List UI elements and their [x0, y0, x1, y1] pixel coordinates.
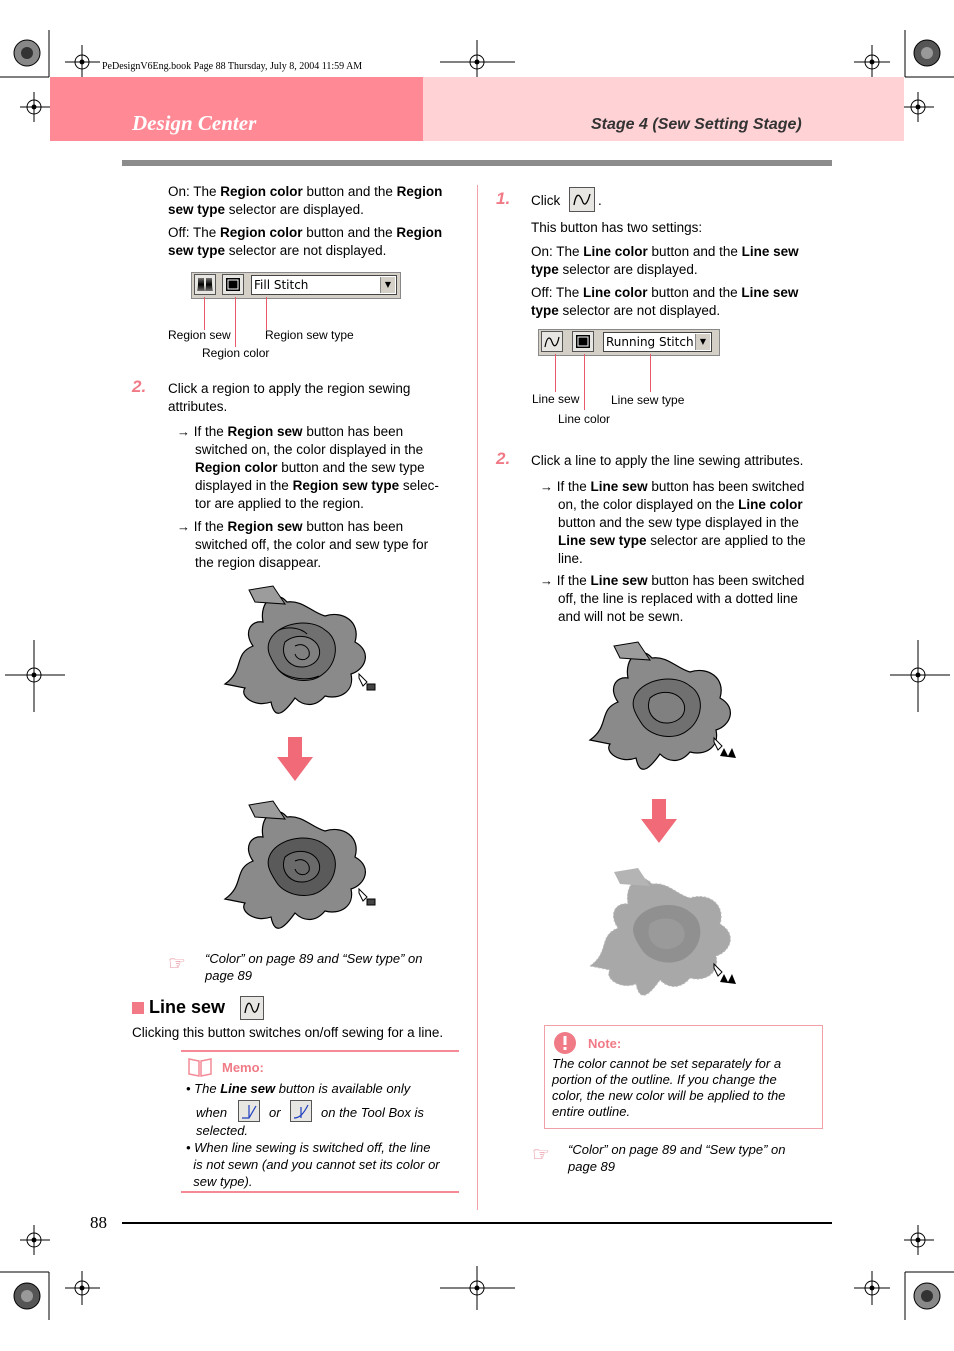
note-title: Note: — [588, 1036, 622, 1051]
warning-icon — [553, 1031, 579, 1055]
rose-image-line-after — [580, 864, 745, 1006]
label-region-color: Region color — [202, 346, 270, 360]
click-text: Click — [531, 193, 561, 208]
line-sew-button[interactable] — [569, 187, 595, 212]
region-sew-on-bullet: → If the Region sew button has been — [177, 424, 404, 439]
region-sew-icon — [195, 275, 215, 294]
memo-when: when — [196, 1105, 228, 1120]
memo-selected: selected. — [196, 1123, 249, 1138]
line-tool-icon — [239, 1101, 259, 1121]
label-line-sew-type: Line sew type — [611, 393, 685, 407]
callout-line — [266, 297, 267, 330]
reference-hand-icon: ☞ — [532, 1144, 550, 1166]
section-title: Stage 4 (Sew Setting Stage) — [591, 116, 802, 133]
color-swatch-icon — [573, 332, 593, 351]
rose-image-after — [215, 797, 380, 937]
note-text: The color cannot be set separately for a portion of the outline. If you change the color, the new color will be applied to the entire outline. — [552, 1056, 786, 1119]
reference-hand-icon: ☞ — [168, 953, 186, 975]
memo-on-toolbox: on the Tool Box is — [321, 1105, 424, 1120]
line-sew-icon — [241, 997, 263, 1019]
label-region-sew: Region sew — [168, 328, 231, 342]
section-bullet-icon — [132, 1002, 144, 1014]
chevron-down-icon[interactable]: ▼ — [695, 334, 710, 350]
label-line-sew: Line sew — [532, 392, 580, 406]
callout-line — [555, 354, 556, 392]
reference-link[interactable]: “Color” on page 89 and “Sew type” on page 89 — [205, 951, 423, 983]
down-arrow-icon — [641, 799, 677, 843]
callout-line — [650, 354, 651, 392]
line-sew-toolbar-button[interactable] — [541, 331, 563, 352]
color-swatch-icon — [223, 275, 243, 294]
memo-book-icon — [187, 1056, 213, 1078]
region-sew-type-select[interactable]: Fill Stitch ▼ — [251, 275, 397, 295]
line-sew-type-select[interactable]: Running Stitch ▼ — [603, 332, 712, 352]
line-sew-off-bullet: → If the Line sew button has been switched — [540, 573, 805, 588]
settings-text: This button has two settings: — [531, 220, 703, 235]
memo-or: or — [269, 1105, 281, 1120]
line-sew-icon — [542, 332, 562, 351]
memo-bullet-1: • The Line sew button is available only — [186, 1081, 411, 1096]
click-period: . — [598, 193, 602, 208]
step-number: 1. — [496, 189, 511, 208]
region-sew-off-bullet: → If the Region sew button has been — [177, 519, 404, 534]
chevron-down-icon[interactable]: ▼ — [380, 277, 395, 293]
step2-line-text: Click a line to apply the line sewing attributes. — [531, 453, 804, 468]
chapter-title: Design Center — [132, 111, 257, 135]
region-sew-off-bullet-cont: switched off, the color and sew type for the region disappear. — [195, 537, 429, 570]
top-rule — [122, 160, 832, 166]
line-sew-off-bullet-cont: off, the line is replaced with a dotted line and will not be sewn. — [558, 591, 798, 624]
file-info: PeDesignV6Eng.book Page 88 Thursday, July 8, 2004 11:59 AM — [102, 61, 363, 72]
line-sew-heading-button — [240, 996, 264, 1020]
curve-tool-icon — [291, 1101, 311, 1121]
line-on-text: On: The Line color button and the Line sew type selector are displayed. — [531, 244, 799, 277]
toolbox-button-2 — [290, 1100, 312, 1122]
region-sew-button[interactable] — [194, 274, 216, 295]
callout-line — [584, 354, 585, 410]
line-sew-heading: Line sew — [149, 997, 226, 1017]
toolbox-button-1 — [238, 1100, 260, 1122]
line-sew-on-bullet: → If the Line sew button has been switched — [540, 479, 805, 494]
region-on-text: On: The Region color button and the Region sew type selector are displayed. — [168, 184, 443, 217]
rose-image-line-before — [580, 638, 745, 780]
step2-region-text: Click a region to apply the region sewing attributes. — [168, 381, 411, 414]
memo-top-bar — [181, 1050, 459, 1052]
step-number: 2. — [132, 377, 147, 396]
line-sew-on-bullet-cont: on, the color displayed on the Line color button and the sew type displayed in the Line sew type selector are applied to the line. — [558, 497, 806, 566]
column-divider — [477, 185, 478, 1210]
region-color-button[interactable] — [222, 274, 244, 295]
page-number: 88 — [90, 1213, 107, 1232]
line-color-button[interactable] — [572, 331, 594, 352]
rose-image-before — [215, 582, 380, 722]
step-number: 2. — [496, 449, 511, 468]
label-line-color: Line color — [558, 412, 611, 426]
line-off-text: Off: The Line color button and the Line sew type selector are not displayed. — [531, 285, 799, 318]
line-sew-description: Clicking this button switches on/off sewing for a line. — [132, 1025, 444, 1040]
memo-bullet-2: • When line sewing is switched off, the line is not sewn (and you cannot set its color or sew type). — [186, 1140, 440, 1189]
line-sew-icon — [570, 188, 594, 211]
memo-bottom-bar — [181, 1191, 459, 1193]
region-off-text: Off: The Region color button and the Region sew type selector are not displayed. — [168, 225, 443, 258]
down-arrow-icon — [277, 737, 313, 781]
callout-line — [235, 297, 236, 347]
reference-link[interactable]: “Color” on page 89 and “Sew type” on page 89 — [568, 1142, 786, 1174]
bottom-rule — [122, 1222, 832, 1224]
memo-title: Memo: — [222, 1060, 264, 1075]
label-region-sew-type: Region sew type — [265, 328, 354, 342]
callout-line — [204, 297, 205, 330]
region-sew-on-bullet-cont: switched on, the color displayed in the Region color button and the sew type displayed in the Region sew type selec- tor are applied to the region. — [195, 442, 439, 511]
